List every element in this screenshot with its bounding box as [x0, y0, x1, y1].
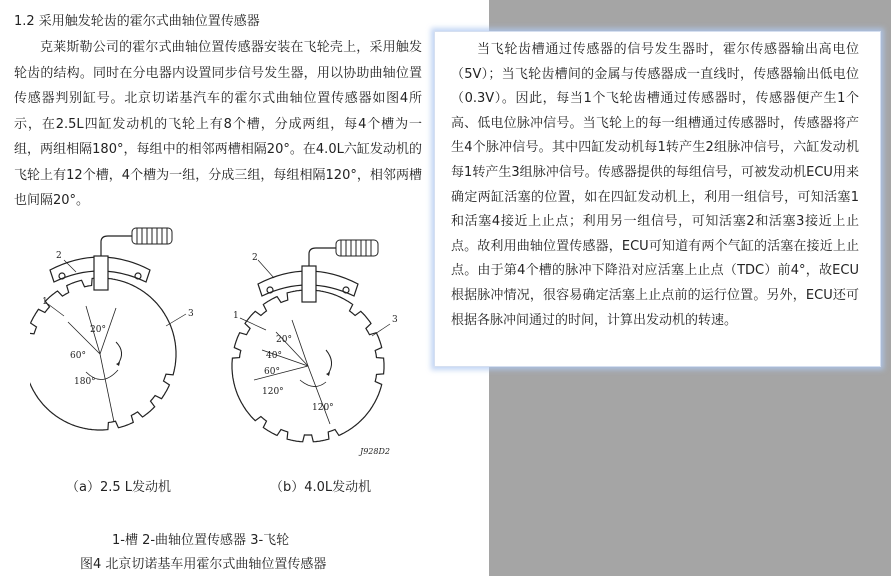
sensor-cable-b	[336, 240, 378, 256]
angle-180-a: 180°	[74, 377, 96, 387]
popup-paragraph: 当飞轮齿槽通过传感器的信号发生器时，霍尔传感器输出高电位（5V）；当飞轮齿槽间的金属与传感器成一直线时，传感器输出低电位（0.3V）。因此，每当1个飞轮齿槽通过传感器时，传感器便产生1个高、低电位脉冲信号。当飞轮上的每一组槽通过传感器时，传感器将产生4个脉冲信号。其中四缸发动机每1转产生2组脉冲信号，六缸发动机每1转产生3组脉冲信号。传感器提供的每组信号，可被发动机ECU用来确定两缸活塞的位置，如在四缸发动机上，利用一组信号，可知活塞1和活塞4接近上止点；利用另一组信号，可知活塞2和活塞3接近上止点。故利用曲轴位置传感器，ECU可知道有两个气缸的活塞在接近上止点。由于第4个槽的脉冲下降沿对应活塞上止点（TDC）前4°，故ECU根据脉冲情况，很容易确定活塞上止点前的运行位置。另外，ECU还可根据各脉冲间通过的时间，计算出发动机的转速。	[451, 42, 859, 328]
label-3-b: 3	[392, 315, 398, 325]
flywheel-a	[30, 278, 176, 430]
angle-20-b: 20°	[276, 335, 292, 345]
angle-120-left-b: 120°	[262, 387, 284, 397]
figure-code: J928D2	[360, 447, 390, 456]
label-3-a: 3	[188, 309, 194, 319]
angle-20-a: 20°	[90, 325, 106, 335]
label-2-a: 2	[56, 251, 62, 261]
angle-60-a: 60°	[70, 351, 86, 361]
section-heading: 1.2 采用触发轮齿的霍尔式曲轴位置传感器	[14, 14, 260, 29]
label-2-b: 2	[252, 253, 258, 263]
figure-legend: 1-槽 2-曲轴位置传感器 3-飞轮	[112, 533, 290, 548]
text-popup	[434, 31, 881, 367]
caption-a: （a）2.5 L发动机	[66, 480, 172, 495]
flywheel-diagram-b	[232, 240, 390, 442]
label-1-a: 1	[42, 297, 48, 307]
figure-diagram	[30, 212, 420, 462]
figure-title: 图4 北京切诺基车用霍尔式曲轴位置传感器	[80, 557, 327, 572]
flywheel-diagram-a	[30, 228, 186, 430]
angle-120-bottom-b: 120°	[312, 403, 334, 413]
label-1-b: 1	[233, 311, 239, 321]
caption-b: （b）4.0L发动机	[270, 480, 372, 495]
intro-paragraph: 克莱斯勒公司的霍尔式曲轴位置传感器安装在飞轮壳上，采用触发轮齿的结构。同时在分电器内设置同步信号发生器，用以协助曲轴位置传感器判别缸号。北京切诺基汽车的霍尔式曲轴位置传感器如图4所示，在2.5L四缸发动机的飞轮上有8个槽，分成两组，每4个槽为一组，两组相隔180°，每组中的相邻两槽相隔20°。在4.0L六缸发动机的飞轮上有12个槽，4个槽为一组，分成三组，每组相隔120°，相邻两槽也间隔20°。	[14, 40, 422, 208]
angle-60-b: 60°	[264, 367, 280, 377]
angle-40-b: 40°	[266, 351, 282, 361]
sensor-cable-a	[132, 228, 172, 244]
